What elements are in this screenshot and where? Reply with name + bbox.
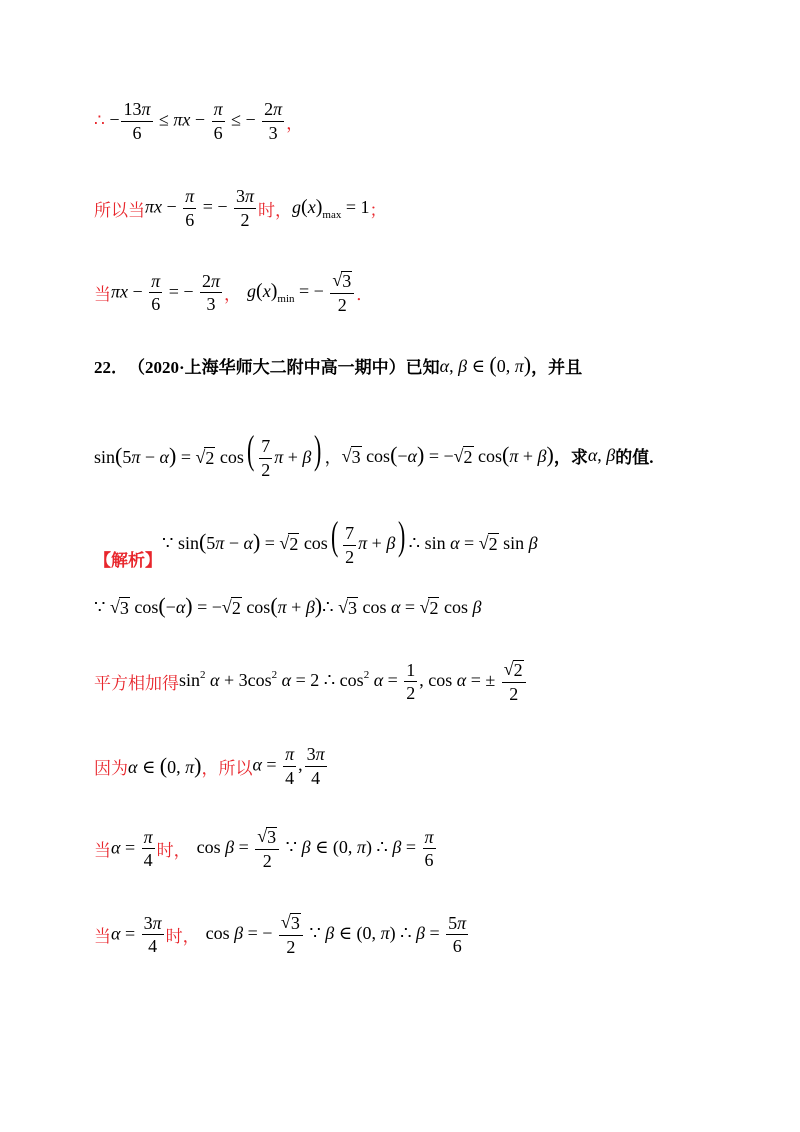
- analysis-line-2: [94, 593, 481, 619]
- case-1-condition: α = $\frac{\pi}{4}$: [111, 826, 153, 871]
- analysis-line-6: [94, 913, 470, 957]
- text-and: ，并且: [531, 357, 583, 377]
- question-source: （2020·上海华师大二附中高一期中）已知: [128, 357, 440, 377]
- therefore-symbol: ∴: [94, 111, 105, 131]
- analysis-formula-3: $\sin^2 \alpha + 3\cos^2$ α = 2 ∴ $\cos^2 \alpha$ = $\frac{1}{2}$ , cos α = ± √ 2 2: [179, 660, 528, 704]
- line-2: [94, 187, 387, 230]
- comma: ，: [286, 113, 304, 133]
- condition-formula-2: √ 3 cos(−α) = −√ 2 cos(π + β): [341, 442, 554, 468]
- alpha-beta: α, β: [587, 444, 616, 465]
- line-3: [94, 271, 373, 315]
- text-when: 当: [94, 927, 111, 947]
- text-shi: 时，: [165, 927, 200, 947]
- condition-formula-1: sin(5π − α) = √ 2 cos( $\frac{7}{2}$ π + β): [94, 427, 322, 481]
- analysis-line-5: [94, 827, 438, 871]
- min-condition-formula: πx − $\frac{\pi}{6}$ = − $\frac{2\pi}{3}$: [111, 270, 221, 315]
- line-1: [94, 100, 303, 143]
- g-max-formula: $g(x)_{max} = 1$: [292, 195, 370, 221]
- text-shi: 时，: [258, 200, 293, 220]
- analysis-formula-1: ∵ sin(5π − α) = √ 2 cos( $\frac{7}{2}$ π + β) ∴ sin α = √ 2 sin β: [162, 513, 538, 567]
- text-because: 因为: [94, 758, 128, 778]
- question-22-condition: sin(5π − α) = √ 2 cos( $\frac{7}{2}$ π + β) ， √ 3 cos(−α) = −√ 2 cos(π + β) ，求 α, β 的值.: [94, 427, 654, 481]
- text-dang: 当: [94, 285, 111, 305]
- text-find: ，求: [553, 447, 588, 467]
- case-2-condition: α = $\frac{3\pi}{4}$: [111, 912, 162, 957]
- analysis-tag: 【解析】: [94, 551, 162, 570]
- text-suoyi-dang: 所以当: [94, 200, 145, 220]
- question-number: 22．: [94, 357, 128, 377]
- text-shi: 时，: [156, 841, 191, 861]
- text-so: ，所以: [201, 758, 253, 778]
- text-square-add: 平方相加得: [94, 674, 179, 694]
- text-value: 的值.: [615, 447, 654, 467]
- alpha-values: α = $\frac{\pi}{4}$ , $\frac{3\pi}{4}$: [252, 744, 325, 788]
- question-22-header: [94, 352, 582, 378]
- max-condition-formula: πx − $\frac{\pi}{6}$ = − $\frac{3\pi}{2}$: [145, 186, 255, 230]
- case-2-result: cos β = − √ 3 2 ∵ β ∈ (0, π) ∴ β = $\frac{5\pi}{6}$: [205, 912, 467, 957]
- g-min-formula: $g(x)_{min}$ = − √ 3 2: [247, 271, 356, 315]
- alpha-beta-domain: α, β ∈ (0, π): [439, 352, 532, 377]
- inequality-formula: − $\frac{13\pi}{6}$ ≤ πx − $\frac{\pi}{6}$ ≤ − $\frac{2\pi}{3}$: [104, 99, 283, 143]
- comma: ，: [224, 285, 242, 305]
- case-1-result: cos β = √ 3 2 ∵ β ∈ (0, π) ∴ β = $\frac{\pi}{6}$: [196, 826, 434, 871]
- analysis-line-4: [94, 745, 329, 788]
- alpha-domain: α ∈ (0, π): [128, 753, 202, 779]
- period: ．: [356, 285, 374, 305]
- analysis-formula-2: ∵ √ 3 cos(−α) = −√ 2 cos(π + β)∴ √ 3 cos α = √ 2 cos β: [94, 593, 482, 618]
- text-when: 当: [94, 841, 111, 861]
- analysis-line-3: [94, 660, 528, 704]
- semicolon: ；: [369, 200, 387, 220]
- analysis-line-1: [94, 512, 538, 571]
